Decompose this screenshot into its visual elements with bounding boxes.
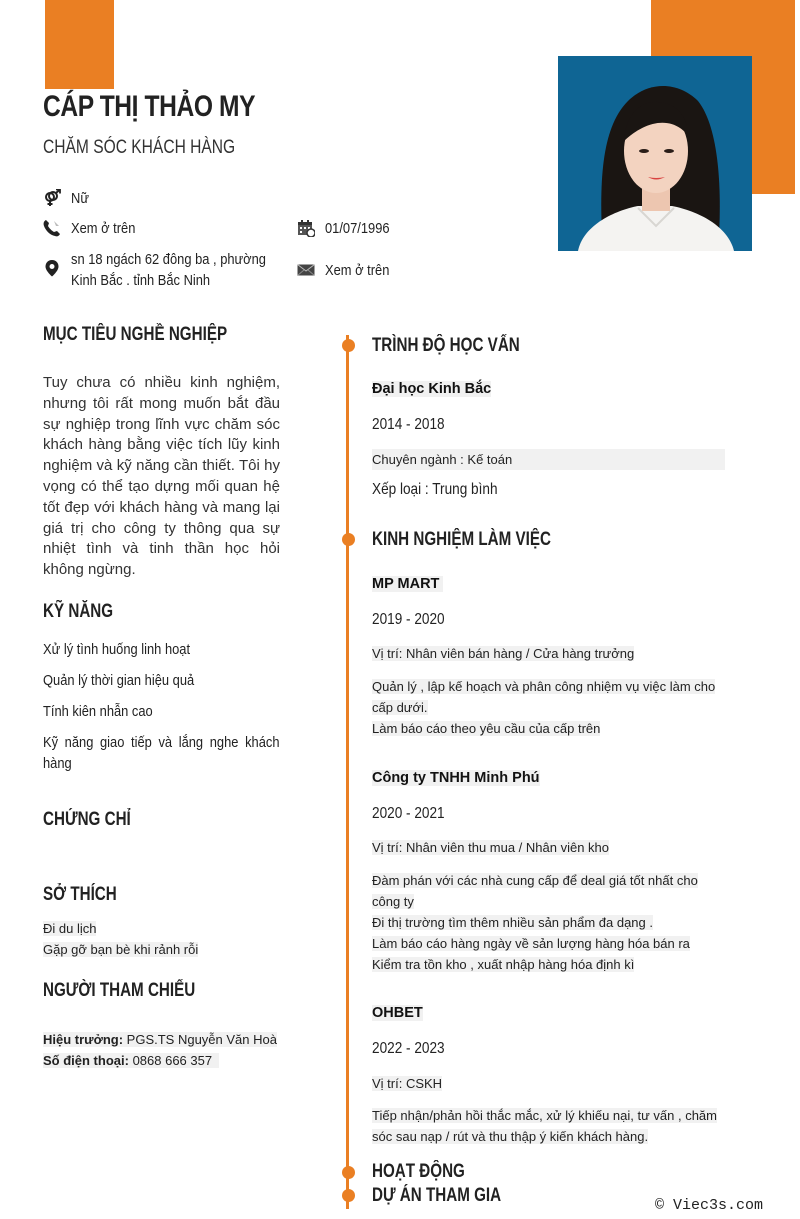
objective-text: Tuy chưa có nhiều kinh nghiệm, nhưng tôi rất mong muốn bắt đầu sự nghiệp trong lĩnh vực chăm sóc khách hàng bằng việc tích lũy kinh nghiệm và kỹ năng cần thiết. Tôi hy vọng có thể tạo dựng mối quan hệ tốt đẹp với khách hàng và mang lại giá trị cho công ty thông qua sự nhiệt tình và tinh thần học hỏi không ngừng. — [43, 374, 280, 579]
contact-gender: Nữ — [43, 188, 92, 209]
job-company: Công ty TNHH Minh Phú — [372, 770, 540, 786]
projects-heading: DỰ ÁN THAM GIA — [372, 1185, 502, 1206]
job-position: Vị trí: CSKH — [372, 1076, 443, 1091]
job-position: Vị trí: Nhân viên thu mua / Nhân viên kho — [372, 840, 610, 855]
hobbies-heading: SỞ THÍCH — [43, 884, 117, 905]
gender-icon — [43, 189, 61, 207]
certificates-heading: CHỨNG CHỈ — [43, 809, 131, 830]
candidate-position: CHĂM SÓC KHÁCH HÀNG — [43, 137, 236, 158]
job-years: 2019 - 2020 — [372, 611, 445, 628]
job-years: 2022 - 2023 — [372, 1040, 445, 1057]
candidate-name: CÁP THỊ THẢO MY — [43, 90, 256, 123]
envelope-icon — [297, 261, 315, 279]
location-pin-icon — [43, 259, 61, 277]
calendar-icon — [297, 219, 315, 237]
profile-photo — [558, 56, 752, 251]
education-grade: Xếp loại : Trung bình — [372, 481, 498, 498]
skills-heading: KỸ NĂNG — [43, 601, 114, 622]
timeline-line — [346, 335, 349, 1209]
education-major: Chuyên ngành : Kế toán — [372, 449, 725, 470]
phone-icon — [43, 219, 61, 237]
education-heading: TRÌNH ĐỘ HỌC VẤN — [372, 335, 520, 356]
timeline-dot — [342, 339, 355, 352]
decorative-orange-block-left — [45, 0, 114, 89]
objective-heading: MỤC TIÊU NGHỀ NGHIỆP — [43, 324, 228, 345]
education-years: 2014 - 2018 — [372, 416, 445, 433]
skill-item: Xử lý tình huống linh hoạt — [43, 641, 191, 658]
watermark: © Viec3s.com — [655, 1197, 764, 1214]
reference-item: Số điện thoại: 0868 666 357 — [43, 1053, 220, 1068]
skill-item: Quản lý thời gian hiệu quả — [43, 672, 195, 689]
job-duties: Tiếp nhận/phản hồi thắc mắc, xử lý khiếu nại, tư vấn , chăm sóc sau nạp / rút và thu thập ý kiến khách hàng. — [372, 1108, 717, 1144]
references-heading: NGƯỜI THAM CHIẾU — [43, 980, 196, 1001]
job-company: OHBET — [372, 1005, 423, 1021]
hobby-item: Đi du lịch — [43, 921, 97, 936]
job-years: 2020 - 2021 — [372, 805, 445, 822]
hobby-item: Gặp gỡ bạn bè khi rảnh rỗi — [43, 942, 199, 957]
contact-email: Xem ở trên — [297, 260, 400, 281]
reference-item: Hiệu trưởng: PGS.TS Nguyễn Văn Hoà — [43, 1032, 277, 1047]
experience-heading: KINH NGHIỆM LÀM VIỆC — [372, 529, 552, 550]
contact-address: sn 18 ngách 62 đông ba , phường Kinh Bắc . tỉnh Bắc Ninh — [43, 249, 298, 291]
timeline-dot — [342, 533, 355, 546]
contact-birthday: 01/07/1996 — [297, 218, 400, 239]
job-duties: Đàm phán với các nhà cung cấp để deal giá tốt nhất cho công ty Đi thị trường tìm thêm nhiều sản phẩm đa dạng . Làm báo cáo hàng ngày về sản lượng hàng hóa bán ra Kiểm tra tồn kho , xuất nhập hàng hóa định kì — [372, 873, 698, 972]
education-school: Đại học Kinh Bắc — [372, 381, 492, 397]
job-company: MP MART — [372, 576, 444, 592]
activities-heading: HOẠT ĐỘNG — [372, 1161, 465, 1182]
job-position: Vị trí: Nhân viên bán hàng / Cửa hàng trưởng — [372, 646, 635, 661]
timeline-dot — [342, 1189, 355, 1202]
timeline-dot — [342, 1166, 355, 1179]
job-duties: Quản lý , lập kế hoạch và phân công nhiệm vụ việc làm cho cấp dưới. Làm báo cáo theo yêu cầu của cấp trên — [372, 679, 716, 736]
skill-item: Tính kiên nhẫn cao — [43, 703, 153, 720]
contact-phone: Xem ở trên — [43, 218, 146, 239]
skill-item: Kỹ năng giao tiếp và lắng nghe khách hàng — [43, 734, 280, 772]
